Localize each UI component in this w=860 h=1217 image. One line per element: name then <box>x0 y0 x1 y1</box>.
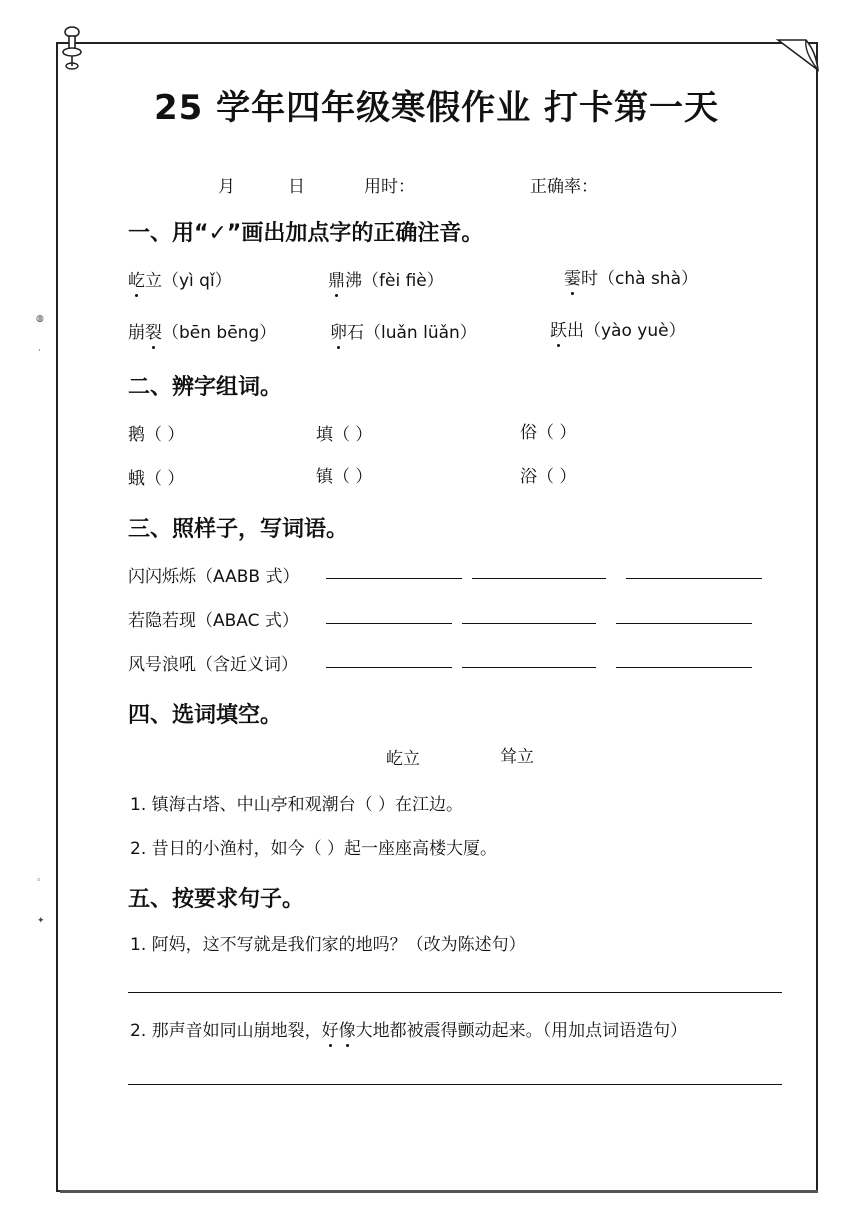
word-group-item: 镇（ ） <box>316 467 373 487</box>
section-5-heading: 五、按要求句子。 <box>128 887 305 912</box>
pattern-example: 风号浪吼（含近义词） <box>128 655 298 675</box>
answer-blank[interactable] <box>326 623 452 624</box>
answer-blank[interactable] <box>626 578 762 579</box>
pinyin-item: 鼎沸（fèi fiè） <box>328 266 444 291</box>
answer-blank[interactable] <box>462 623 596 624</box>
section-4-heading: 四、选词填空。 <box>128 703 283 728</box>
pinyin-item: 崩裂（bēn bēng） <box>128 318 276 343</box>
answer-blank[interactable] <box>326 667 452 668</box>
word-group-item: 蛾（ ） <box>128 469 185 489</box>
answer-blank[interactable] <box>616 667 752 668</box>
pattern-example: 若隐若现（ABAC 式） <box>128 611 299 631</box>
fill-question: 1. 镇海古塔、中山亭和观潮台（ ）在江边。 <box>130 795 464 815</box>
section-1-heading: 一、用“✓”画出加点字的正确注音。 <box>128 221 484 246</box>
word-group-item: 鹅（ ） <box>128 425 185 445</box>
word-group-item: 浴（ ） <box>520 467 577 487</box>
page-curl-icon <box>776 38 820 72</box>
sentence-question: 2. 那声音如同山崩地裂，好像大地都被震得颤动起来。（用加点词语造句） <box>130 1016 687 1041</box>
pinyin-item: 屹立（yì qǐ） <box>128 266 232 291</box>
worksheet-title: 25 学年四年级寒假作业 打卡第一天 <box>154 88 719 128</box>
paper-shadow <box>60 1190 818 1193</box>
answer-line[interactable] <box>128 1084 782 1085</box>
pattern-example: 闪闪烁烁（AABB 式） <box>128 567 300 587</box>
pinyin-item: 卵石（luǎn lüǎn） <box>330 318 477 343</box>
scan-speck: ✦ <box>37 916 45 926</box>
answer-line[interactable] <box>128 992 782 993</box>
answer-blank[interactable] <box>472 578 606 579</box>
word-group-item: 填（ ） <box>316 425 373 445</box>
answer-blank[interactable] <box>462 667 596 668</box>
pinyin-item: 霎时（chà shà） <box>564 264 698 289</box>
scan-speck: · <box>38 346 41 356</box>
day-label: 日 <box>288 177 305 197</box>
word-group-item: 俗（ ） <box>520 423 577 443</box>
scan-speck: ◍ <box>36 314 44 324</box>
fill-question: 2. 昔日的小渔村，如今（ ）起一座座高楼大厦。 <box>130 839 498 859</box>
pinyin-item: 跃出（yào yuè） <box>550 316 686 341</box>
section-2-heading: 二、辨字组词。 <box>128 375 283 400</box>
word-choice: 耸立 <box>500 747 534 767</box>
answer-blank[interactable] <box>326 578 462 579</box>
accuracy-label: 正确率： <box>530 177 598 197</box>
answer-blank[interactable] <box>616 623 752 624</box>
word-choice: 屹立 <box>386 749 420 769</box>
month-label: 月 <box>218 177 235 197</box>
sentence-question: 1. 阿妈，这不写就是我们家的地吗？（改为陈述句） <box>130 935 526 955</box>
section-3-heading: 三、照样子，写词语。 <box>128 517 349 542</box>
time-label: 用时： <box>364 177 415 197</box>
scan-speck: ◦ <box>36 876 42 886</box>
pushpin-icon <box>61 26 83 70</box>
